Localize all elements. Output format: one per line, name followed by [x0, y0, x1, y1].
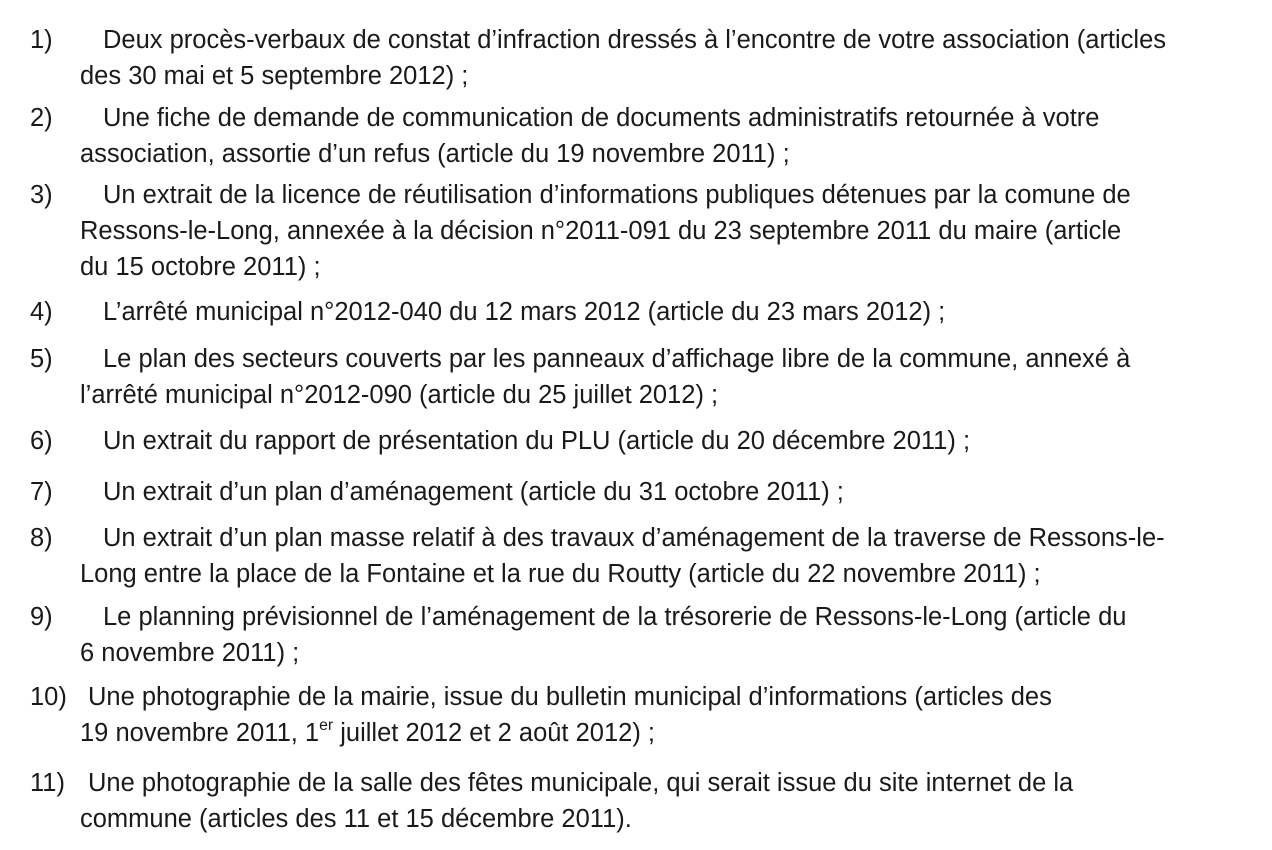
item-text-line: association, assortie d’un refus (article du 19 novembre 2011) ; — [80, 140, 790, 168]
item-text-line: l’arrêté municipal n°2012-090 (article du 25 juillet 2012) ; — [80, 381, 719, 409]
item-number: 9) — [30, 603, 53, 631]
item-number: 2) — [30, 104, 53, 132]
item-text-line: Le planning prévisionnel de l’aménagement de la trésorerie de Ressons-le-Long (article du — [103, 603, 1127, 631]
item-number: 6) — [30, 427, 53, 455]
item-number: 1) — [30, 26, 53, 54]
item-text-line: Une photographie de la mairie, issue du bulletin municipal d’informations (articles des — [88, 683, 1052, 711]
date-text: 19 novembre 2011, 1 — [80, 719, 320, 747]
item-text-line: Deux procès-verbaux de constat d’infraction dressés à l’encontre de votre association (articles — [103, 26, 1167, 54]
item-number: 7) — [30, 478, 53, 506]
item-number: 11) — [30, 769, 65, 797]
item-text-line: Un extrait d’un plan d’aménagement (article du 31 octobre 2011) ; — [103, 478, 844, 506]
item-number: 3) — [30, 181, 53, 209]
item-text-line: Long entre la place de la Fontaine et la rue du Routty (article du 22 novembre 2011) ; — [80, 560, 1041, 588]
item-text-line: Le plan des secteurs couverts par les panneaux d’affichage libre de la commune, annexé à — [103, 345, 1131, 373]
item-number: 5) — [30, 345, 53, 373]
item-text-line: des 30 mai et 5 septembre 2012) ; — [80, 62, 469, 90]
date-text: juillet 2012 et 2 août 2012) ; — [333, 719, 655, 747]
item-text-line: Un extrait d’un plan masse relatif à des travaux d’aménagement de la traverse de Ressons-le- — [103, 524, 1165, 552]
item-text-line: Une photographie de la salle des fêtes municipale, qui serait issue du site internet de la — [88, 769, 1074, 797]
ordinal-superscript: er — [319, 716, 334, 734]
item-number: 4) — [30, 298, 53, 326]
item-text-line: Ressons-le-Long, annexée à la décision n°2011-091 du 23 septembre 2011 du maire (article — [80, 217, 1122, 245]
item-text-line: du 15 octobre 2011) ; — [80, 253, 321, 281]
item-text-line: Un extrait de la licence de réutilisation d’informations publiques détenues par la comune de — [103, 181, 1131, 209]
item-text-line: Un extrait du rapport de présentation du PLU (article du 20 décembre 2011) ; — [103, 427, 971, 455]
item-number: 8) — [30, 524, 53, 552]
item-text-line: commune (articles des 11 et 15 décembre 2011). — [80, 805, 632, 833]
item-number: 10) — [30, 683, 67, 711]
item-text-line: L’arrêté municipal n°2012-040 du 12 mars 2012 (article du 23 mars 2012) ; — [103, 298, 946, 326]
item-text-line: 6 novembre 2011) ; — [80, 639, 300, 667]
item-text-line: Une fiche de demande de communication de documents administratifs retournée à votre — [103, 104, 1100, 132]
item-text-line — [80, 715, 655, 751]
